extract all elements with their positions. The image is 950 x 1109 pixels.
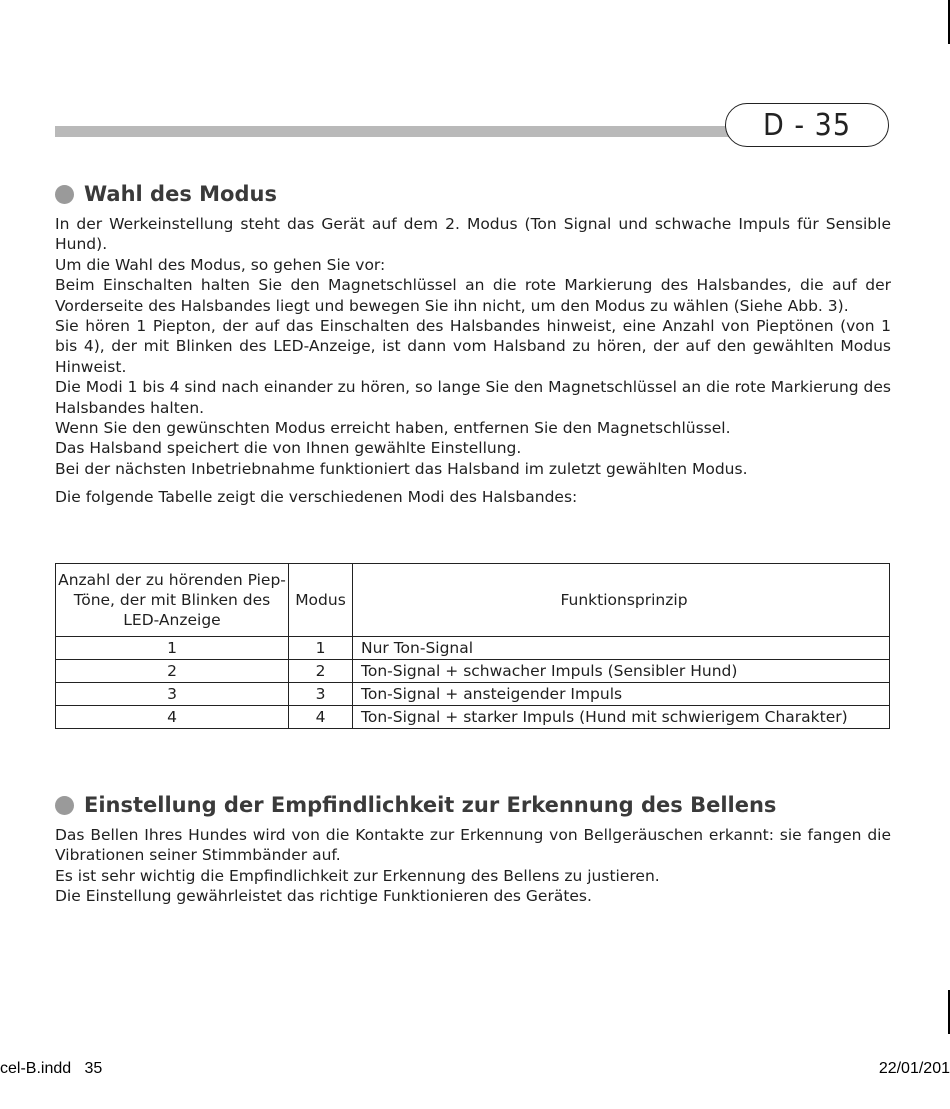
paragraph: Wenn Sie den gewünschten Modus erreicht haben, entfernen Sie den Magnetschlüssel. (55, 419, 731, 438)
paragraph: Es ist sehr wichtig die Empfindlichkeit zur Erkennung des Bellens zu justieren. (55, 866, 660, 885)
circle-bullet-icon (55, 185, 74, 204)
cell-principle: Nur Ton-Signal (353, 637, 890, 660)
section-heading-text: Wahl des Modus (84, 182, 277, 206)
header-principle: Funktionsprinzip (353, 564, 890, 637)
table-intro: Die folgende Tabelle zeigt die verschiedenen Modi des Halsbandes: (55, 488, 578, 507)
cell-principle: Ton-Signal + ansteigender Impuls (353, 683, 890, 706)
header-mode: Modus (289, 564, 353, 637)
cell-principle: Ton-Signal + starker Impuls (Hund mit schwierigem Charakter) (353, 706, 890, 729)
cell-mode: 4 (289, 706, 353, 729)
header-bar (55, 126, 735, 137)
page-number-badge: D - 35 (725, 103, 889, 147)
footer-date: 22/01/201 (878, 1060, 950, 1077)
section-bark-sensitivity (55, 793, 891, 907)
cell-mode: 3 (289, 683, 353, 706)
modes-table (55, 563, 890, 729)
cell-beeps: 1 (56, 637, 289, 660)
table-row (56, 706, 890, 729)
section-heading-text: Einstellung der Empfindlichkeit zur Erkennung des Bellens (84, 793, 777, 817)
paragraph: Die Modi 1 bis 4 sind nach einander zu hören, so lange Sie den Magnetschlüssel an die rote Markierung des Halsbandes halten. (55, 378, 892, 417)
table-row (56, 683, 890, 706)
cell-principle: Ton-Signal + schwacher Impuls (Sensibler Hund) (353, 660, 890, 683)
table-row (56, 637, 890, 660)
paragraph: Das Bellen Ihres Hundes wird von die Kontakte zur Erkennung von Bellgeräuschen erkannt: sie fangen die Vibrationen seiner Stimmbänder auf. (55, 826, 891, 865)
circle-bullet-icon (55, 796, 74, 815)
paragraph: Sie hören 1 Piepton, der auf das Einschalten des Halsbandes hinweist, eine Anzahl von Pieptönen (von 1 bis 4), der mit Blinken des LED-Anzeige, ist dann vom Halsband zu hören, der auf den gewählten Modus Hinweist. (55, 317, 891, 376)
cell-mode: 1 (289, 637, 353, 660)
footer-file-label: cel-B.indd 35 (0, 1060, 103, 1077)
paragraph: Die Einstellung gewährleistet das richtige Funktionieren des Gerätes. (55, 887, 592, 906)
cell-beeps: 3 (56, 683, 289, 706)
section-heading (55, 793, 891, 817)
header-beeps: Anzahl der zu hörenden Piep-Töne, der mit Blinken des LED-Anzeige (56, 564, 289, 637)
table-header-row (56, 564, 890, 637)
paragraph: Um die Wahl des Modus, so gehen Sie vor: (55, 255, 386, 274)
paragraph: Das Halsband speichert die von Ihnen gewählte Einstellung. (55, 439, 522, 458)
section-mode-selection (55, 182, 891, 508)
cell-beeps: 4 (56, 706, 289, 729)
paragraph: In der Werkeinstellung steht das Gerät auf dem 2. Modus (Ton Signal und schwache Impuls für Sensible Hund). (55, 215, 891, 254)
paragraph: Beim Einschalten halten Sie den Magnetschlüssel an die rote Markierung des Halsbandes, die auf der Vorderseite des Halsbandes liegt und bewegen Sie ihn nicht, um den Modus zu wählen (Siehe Abb. 3). (55, 276, 891, 315)
section-heading (55, 182, 891, 206)
cell-mode: 2 (289, 660, 353, 683)
cell-beeps: 2 (56, 660, 289, 683)
table-row (56, 660, 890, 683)
paragraph: Bei der nächsten Inbetriebnahme funktioniert das Halsband im zuletzt gewählten Modus. (55, 459, 748, 478)
